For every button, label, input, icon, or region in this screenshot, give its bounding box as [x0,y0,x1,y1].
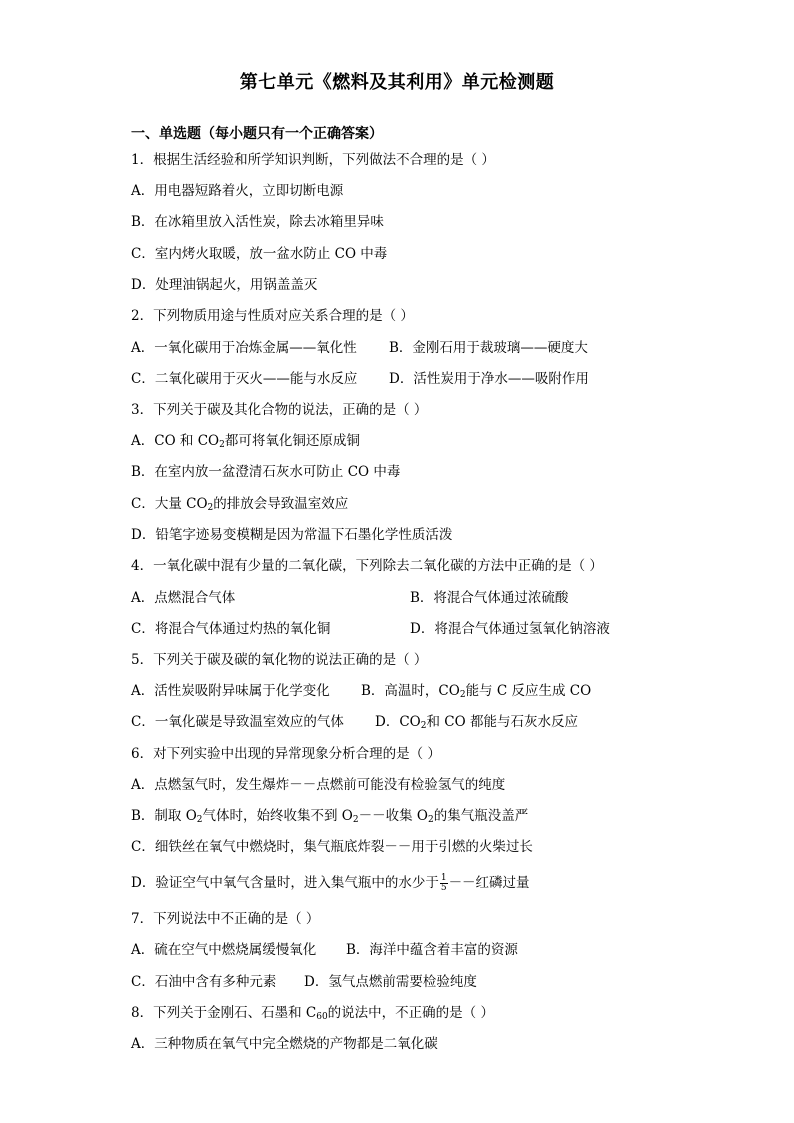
question-6-option-c: C．细铁丝在氧气中燃烧时，集气瓶底炸裂－－用于引燃的火柴过长 [131,839,533,855]
question-4-stem: 4．一氧化碳中混有少量的二氧化碳，下列除去二氧化碳的方法中正确的是（ ） [131,558,603,574]
question-7-options-cd [131,973,477,991]
question-7-option-a: A．硫在空气中燃烧属缓慢氧化 [131,942,317,958]
subscript-60: 60 [316,1012,328,1022]
subscript-2: 2 [196,815,203,825]
question-3-stem: 3．下列关于碳及其化合物的说法，正确的是（ ） [131,402,428,418]
question-1-option-a: A．用电器短路着火，立即切断电源 [131,183,344,199]
page-title: 第七单元《燃料及其利用》单元检测题 [239,72,555,93]
subscript-2: 2 [420,721,427,731]
question-6-option-a: A．点燃氢气时，发生爆炸－－点燃前可能没有检验氢气的纯度 [131,777,506,793]
question-3-option-b: B．在室内放一盆澄清石灰水可防止 CO 中毒 [131,464,401,480]
subscript-2: 2 [352,815,359,825]
question-7-stem: 7．下列说法中不正确的是（ ） [131,911,320,927]
question-8-option-a: A．三种物质在氧气中完全燃烧的产物都是二氧化碳 [131,1036,438,1052]
question-4-options-ab [131,589,569,607]
question-6-stem: 6．对下列实验中出现的异常现象分析合理的是（ ） [131,746,441,762]
question-2-option-d: D．活性炭用于净水——吸附作用 [389,371,589,387]
section-heading: 一、单选题（每小题只有一个正确答案） [131,126,383,142]
question-1-option-c: C．室内烤火取暖，放一盆水防止 CO 中毒 [131,246,388,262]
question-5-option-b: B．高温时，$CO_2$能与 C 反应生成 CO [361,683,592,700]
question-4-option-d: D．将混合气体通过氢氧化钠溶液 [410,621,610,637]
question-2-options-ab [131,339,588,357]
question-6-option-b: B．制取 $O_2$气体时，始终收集不到 $O_2--$收集 $O_2$的集气瓶没盖严 [131,808,529,825]
subscript-2: 2 [219,440,225,450]
question-4-option-c: C．将混合气体通过灼热的氧化铜 [131,621,331,637]
question-5-options-cd [131,713,578,731]
subscript-2: 2 [207,503,214,513]
question-3-option-a: A．CO 和 $CO_2$都可将氧化铜还原成铜 [131,433,360,450]
question-5-option-a: A．活性炭吸附异味属于化学变化 [131,683,330,699]
question-2-option-a: A．一氧化碳用于冶炼金属——氧化性 [131,340,357,356]
fraction-one-fifth: $\frac{1}{5}$ [440,873,447,893]
question-7-option-b: B．海洋中蕴含着丰富的资源 [346,942,518,958]
question-7-option-d: D．氢气点燃前需要检验纯度 [304,974,477,990]
question-6-option-d: D．验证空气中氧气含量时，进入集气瓶中的水少于 $\frac{1}{5}$ －－红磷过量 [131,873,530,893]
question-4-option-a: A．点燃混合气体 [131,590,236,606]
question-1-stem: 1．根据生活经验和所学知识判断，下列做法不合理的是（ ） [131,152,495,168]
question-2-option-c: C．二氧化碳用于灭火——能与水反应 [131,371,358,387]
question-5-stem: 5．下列关于碳及碳的氧化物的说法正确的是（ ） [131,652,428,668]
subscript-2: 2 [459,690,466,700]
question-5-option-d: D．$CO_2$和 CO 都能与石灰水反应 [375,714,578,731]
question-4-options-cd [131,620,610,638]
question-2-stem: 2．下列物质用途与性质对应关系合理的是（ ） [131,308,414,324]
question-7-options-ab [131,941,518,959]
question-5-option-c: C．一氧化碳是导致温室效应的气体 [131,714,344,730]
question-3-option-d: D．铅笔字迹易变模糊是因为常温下石墨化学性质活泼 [131,527,453,543]
question-5-options-ab [131,682,592,700]
question-2-option-b: B．金刚石用于裁玻璃——硬度大 [389,340,588,356]
question-2-options-cd [131,370,589,388]
question-1-option-b: B．在冰箱里放入活性炭，除去冰箱里异味 [131,214,384,230]
question-3-option-c: C．大量 $CO_2$的排放会导致温室效应 [131,496,349,513]
question-1-option-d: D．处理油锅起火，用锅盖盖灭 [131,277,318,293]
question-4-option-b: B．将混合气体通过浓硫酸 [410,590,569,606]
subscript-2: 2 [427,815,434,825]
question-7-option-c: C．石油中含有多种元素 [131,974,277,990]
question-8-stem: 8．下列关于金刚石、石墨和 $C_{60}$的说法中，不正确的是（ ） [131,1005,494,1022]
